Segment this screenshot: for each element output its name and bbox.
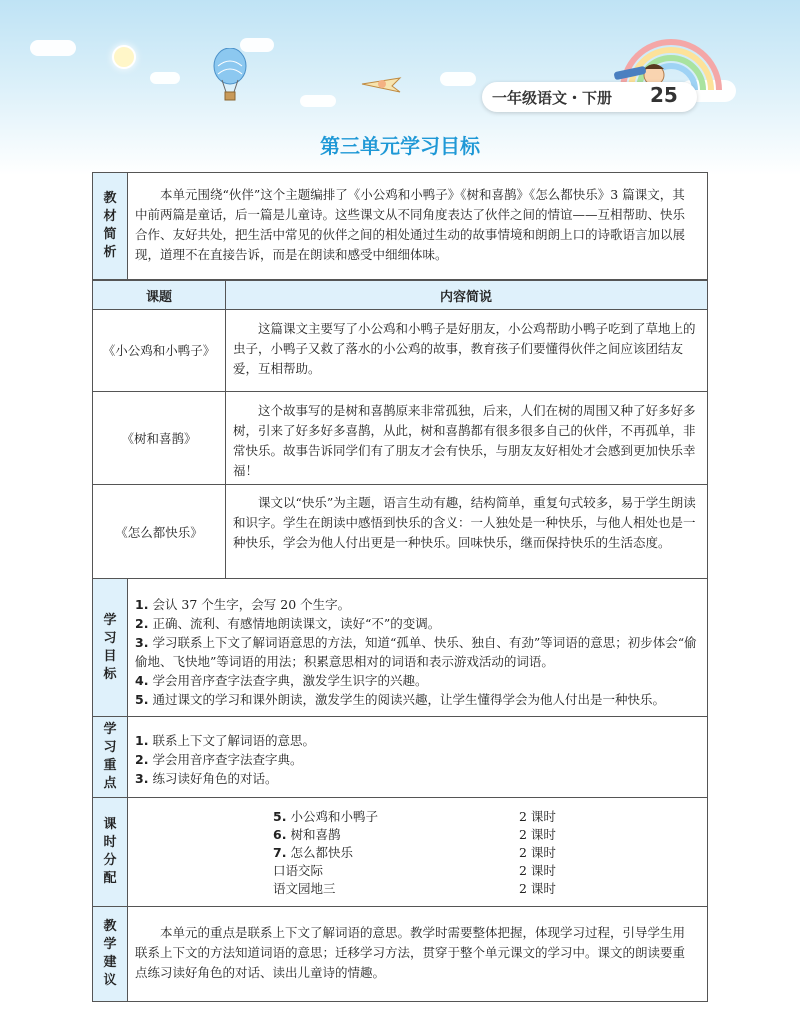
schedule-row: 口语交际 2 课时 bbox=[273, 863, 556, 878]
lesson-summary: 课文以“快乐”为主题，语言生动有趣，结构简单，重复句式较多，易于学生朗读和识字。学生在朗读中感悟到快乐的含义：一人独处是一种快乐，与他人相处也是一种快乐，学会为他人付出更是一种快乐。回味快乐，继而保持快乐的生活态度。 bbox=[233, 495, 696, 550]
lesson-summary: 这个故事写的是树和喜鹊原来非常孤独，后来，人们在树的周围又种了好多好多树，引来了好多好多喜鹊，从此，树和喜鹊都有很多很多自己的伙伴，不再孤单，非常快乐。故事告诉同学们有了朋友才会有快乐，与朋友友好相处才会感到更加快乐幸福！ bbox=[233, 403, 696, 478]
section-label: 教材简析 bbox=[93, 173, 128, 279]
lesson-title: 《小公鸡和小鸭子》 bbox=[102, 343, 216, 358]
lesson-title: 《树和喜鹊》 bbox=[121, 430, 197, 446]
schedule-section bbox=[92, 797, 708, 907]
cloud-decoration bbox=[150, 72, 180, 84]
section-label: 课时分配 bbox=[93, 798, 128, 906]
schedule-row: 6. 树和喜鹊 2 课时 bbox=[273, 827, 556, 842]
schedule-list bbox=[273, 808, 556, 898]
cloud-decoration bbox=[30, 40, 76, 56]
goals-list bbox=[135, 595, 697, 709]
advice-text: 本单元的重点是联系上下文了解词语的意思。教学时需要整体把握，体现学习过程，引导学生用联系上下文的方法知道词语的意思；迁移学习方法，贯穿于整个单元课文的学习中。课文的朗读要重点练习读好角色的对话、读出儿童诗的情趣。 bbox=[135, 925, 686, 980]
section-label: 学习重点 bbox=[93, 717, 128, 797]
lessons-table bbox=[92, 280, 708, 579]
section-label: 教学建议 bbox=[93, 907, 128, 1001]
intro-section bbox=[92, 172, 708, 280]
section-label: 学习目标 bbox=[93, 579, 128, 716]
plane-icon bbox=[360, 70, 404, 98]
cloud-decoration bbox=[440, 72, 476, 86]
intro-text: 本单元围绕“伙伴”这个主题编排了《小公鸡和小鸭子》《树和喜鹊》《怎么都快乐》3 篇课文，其中前两篇是童话，后一篇是儿童诗。这些课文从不同角度表达了伙伴之间的情谊——互相帮助、快乐合作、友好共处，把生活中常见的伙伴之间的相处通过生动的故事情境和朗朗上口的诗歌语言加以展现，道理不在直接告诉，而是在朗读和感受中细细体味。 bbox=[135, 187, 686, 262]
key-points-section bbox=[92, 716, 708, 798]
key-points-list bbox=[135, 731, 697, 788]
list-item: 1. 会认 37 个生字，会写 20 个生字。 bbox=[135, 597, 351, 612]
list-item: 3. 学习联系上下文了解词语意思的方法，知道“孤单、快乐、独自、有劲”等词语的意思；初步体会“偷偷地、飞快地”等词语的用法；积累意思相对的词语和表示游戏活动的词语。 bbox=[135, 635, 697, 669]
schedule-row: 语文园地三 2 课时 bbox=[273, 881, 556, 896]
page-title: 第三单元学习目标 bbox=[320, 134, 480, 158]
advice-section bbox=[92, 906, 708, 1002]
schedule-row: 7. 怎么都快乐 2 课时 bbox=[273, 845, 556, 860]
goals-section bbox=[92, 578, 708, 717]
list-item: 4. 学会用音序查字法查字典，激发学生识字的兴趣。 bbox=[135, 673, 428, 688]
page-number: 25 bbox=[650, 83, 678, 107]
column-header-summary: 内容简说 bbox=[439, 289, 492, 305]
list-item: 2. 学会用音序查字法查字典。 bbox=[135, 752, 303, 767]
column-header-lesson: 课题 bbox=[145, 289, 172, 305]
list-item: 5. 通过课文的学习和课外朗读，激发学生的阅读兴趣，让学生懂得学会为他人付出是一种快乐。 bbox=[135, 692, 665, 707]
grade-label: 一年级语文・下册 bbox=[492, 89, 613, 107]
list-item: 2. 正确、流利、有感情地朗读课文，读好“不”的变调。 bbox=[135, 616, 441, 631]
hot-air-balloon-icon bbox=[212, 48, 248, 104]
schedule-row: 5. 小公鸡和小鸭子 2 课时 bbox=[273, 809, 556, 824]
lesson-title: 《怎么都快乐》 bbox=[115, 524, 203, 540]
sun-icon bbox=[112, 45, 136, 69]
table-header bbox=[93, 281, 707, 309]
list-item: 1. 联系上下文了解词语的意思。 bbox=[135, 733, 315, 748]
cloud-decoration bbox=[300, 95, 336, 107]
lesson-summary: 这篇课文主要写了小公鸡和小鸭子是好朋友，小公鸡帮助小鸭子吃到了草地上的虫子，小鸭子又救了落水的小公鸡的故事，教育孩子们要懂得伙伴之间应该团结友爱，互相帮助。 bbox=[233, 321, 696, 376]
list-item: 3. 练习读好角色的对话。 bbox=[135, 771, 278, 786]
